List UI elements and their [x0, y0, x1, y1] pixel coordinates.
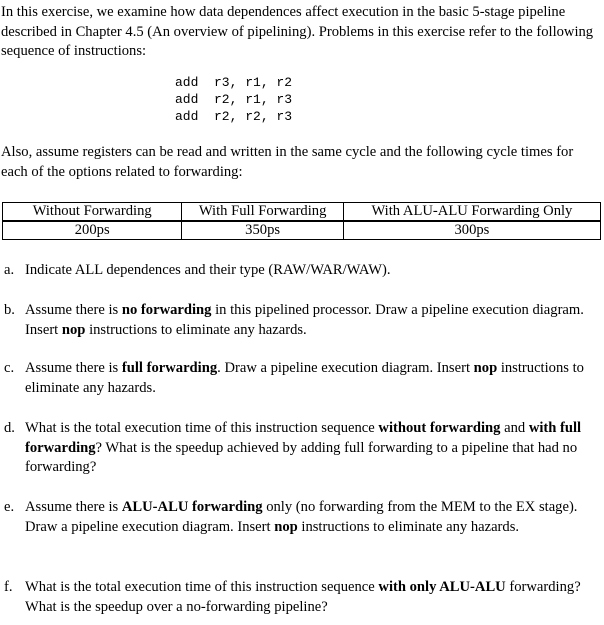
question-bold-text: no forwarding [121, 302, 212, 318]
question-label: b. [4, 302, 15, 318]
header-alu-alu-forwarding: With ALU-ALU Forwarding Only [343, 203, 600, 222]
question-text [25, 359, 597, 398]
instruction-line: add r3, r1, r2 [175, 75, 293, 90]
question-bold-text: ALU-ALU forwarding [121, 499, 263, 515]
question-text-part: Assume there is [25, 360, 122, 376]
question-text [25, 301, 597, 340]
question-text-part: Assume there is [25, 499, 122, 515]
question-text [25, 498, 597, 537]
question-label: d. [4, 420, 15, 436]
question-bold-text: full forwarding [121, 360, 218, 376]
question-text-part: in this pipelined processor. Draw a pipeline execution diagram. Insert [25, 302, 584, 338]
forwarding-cycle-table [2, 202, 601, 240]
table-row [3, 221, 601, 240]
question-text [25, 261, 597, 281]
question-bold-text: nop [473, 360, 498, 376]
question-text-part: and [500, 420, 529, 436]
question-text [25, 578, 597, 617]
question-text-part: What is the total execution time of this instruction sequence [25, 579, 379, 595]
value-alu-alu-forwarding: 300ps [343, 221, 600, 240]
question-text-part: What is the total execution time of this instruction sequence [25, 420, 379, 436]
intro-paragraph: In this exercise, we examine how data dependences affect execution in the basic 5-stage pipeline described in Chapter 4.5 (An overview of pipelining). Problems in this exercise refer to the following sequence of instructions: [1, 4, 594, 59]
question-label: e. [4, 499, 15, 515]
question-label: f. [4, 579, 13, 595]
question-text-part: instructions to eliminate any hazards. [85, 321, 307, 338]
question-bold-text: nop [61, 321, 86, 338]
question-text-part: . Draw a pipeline execution diagram. Insert [217, 360, 474, 376]
header-full-forwarding: With Full Forwarding [182, 203, 343, 222]
value-full-forwarding: 350ps [182, 221, 343, 240]
question-text-part: instructions to eliminate any hazards. [25, 360, 584, 396]
question-text-part: ? What is the speedup achieved by adding full forwarding to a pipeline that had no forwarding? [25, 439, 578, 475]
header-without-forwarding: Without Forwarding [3, 203, 182, 222]
question-label: a. [4, 262, 15, 278]
question-text-part: Indicate ALL dependences and their type (RAW/WAR/WAW). [25, 262, 391, 278]
question-label: c. [4, 360, 15, 376]
assumption-paragraph: Also, assume registers can be read and written in the same cycle and the following cycle times for each of the options related to forwarding: [1, 144, 574, 180]
instruction-line: add r2, r2, r3 [175, 109, 293, 124]
question-bold-text: without forwarding [378, 420, 501, 436]
question-text-part: only (no forwarding from the MEM to the EX stage). Draw a pipeline execution diagram. Insert [25, 499, 578, 535]
question-text-part: Assume there is [25, 302, 122, 318]
question-bold-text: with only ALU-ALU [378, 579, 506, 595]
instruction-line: add r2, r1, r3 [175, 92, 293, 107]
question-text-part: instructions to eliminate any hazards. [297, 518, 520, 535]
table-header-row [3, 203, 601, 222]
question-bold-text: nop [274, 518, 298, 535]
instruction-sequence [175, 74, 292, 125]
question-text-part: forwarding? What is the speedup over a no-forwarding pipeline? [25, 579, 581, 615]
question-text [25, 419, 597, 478]
question-bold-text: with full forwarding [25, 420, 582, 456]
value-without-forwarding: 200ps [3, 221, 182, 240]
